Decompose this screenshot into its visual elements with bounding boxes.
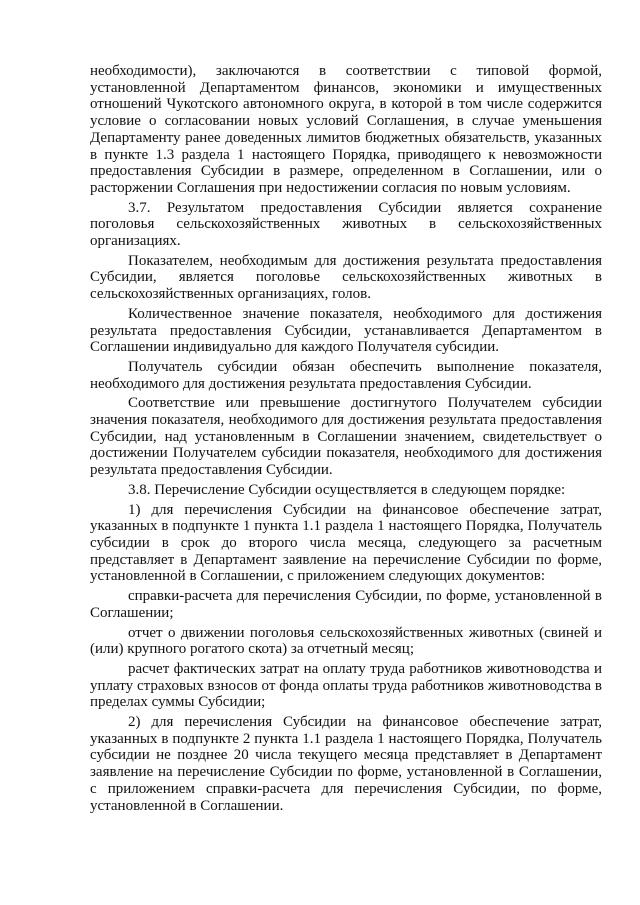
paragraph-continuation: необходимости), заключаются в соответствии с типовой формой, установленной Департаментом финансов, экономики и имущественных отношений Чукотского автономного округа, в которой в том числе содержится условие о согласовании новых условий Соглашения, в случае уменьшения Департаменту ранее доведенных лимитов бюджетных обязательств, указанных в пункте 1.3 раздела 1 настоящего Порядка, приводящего к невозможности предоставления Субсидии в размере, определенном в Соглашении, или о расторжении Соглашения при недостижении согласия по новым условиям. (90, 63, 602, 196)
paragraph-3-7-result: 3.7. Результатом предоставления Субсидии является сохранение поголовья сельскохозяйственных животных в сельскохозяйственных организациях. (90, 199, 602, 250)
paragraph-recipient-obligation: Получатель субсидии обязан обеспечить выполнение показателя, необходимого для достижения результата предоставления Субсидии. (90, 358, 602, 392)
document-page (90, 63, 602, 817)
paragraph-doc-calculation: справки-расчета для перечисления Субсидии, по форме, установленной в Соглашении; (90, 588, 602, 621)
paragraph-indicator: Показателем, необходимым для достижения результата предоставления Субсидии, является поголовье сельскохозяйственных животных в сельскохозяйственных организациях, голов. (90, 252, 602, 303)
paragraph-achievement: Соответствие или превышение достигнутого Получателем субсидии значения показателя, необходимого для достижения результата предоставления Субсидии, над установленным в Соглашении значением, свидетельствует о достижении Получателем субсидии показателя, необходимого для достижения результата предоставления Субсидии. (90, 395, 602, 479)
paragraph-3-8-transfer: 3.8. Перечисление Субсидии осуществляется в следующем порядке: (128, 481, 566, 498)
paragraph-doc-labor-costs: расчет фактических затрат на оплату труда работников животноводства и уплату страховых взносов от фонда оплаты труда работников животноводства в пределах суммы Субсидии; (90, 660, 602, 711)
paragraph-indicator-value: Количественное значение показателя, необходимого для достижения результата предоставления Субсидии, устанавливается Департаментом в Соглашении индивидуально для каждого Получателя субсидии. (90, 305, 602, 356)
paragraph-item-1: 1) для перечисления Субсидии на финансовое обеспечение затрат, указанных в подпункте 1 пункта 1.1 раздела 1 настоящего Порядка, Получатель субсидии в срок до второго числа месяца, следующего за расчетным представляет в Департамент заявление на перечисление Субсидии по форме, установленной в Соглашении, с приложением следующих документов: (90, 501, 602, 585)
paragraph-item-2: 2) для перечисления Субсидии на финансовое обеспечение затрат, указанных в подпункте 2 пункта 1.1 раздела 1 настоящего Порядка, Получатель субсидии не позднее 20 числа текущего месяца представляет в Департамент заявление на перечисление Субсидии по форме, установленной в Соглашении, с приложением справки-расчета для перечисления Субсидии, по форме, установленной в Соглашении. (90, 714, 602, 814)
paragraph-doc-livestock-report: отчет о движении поголовья сельскохозяйственных животных (свиней и (или) крупного рогатого скота) за отчетный месяц; (90, 624, 602, 658)
